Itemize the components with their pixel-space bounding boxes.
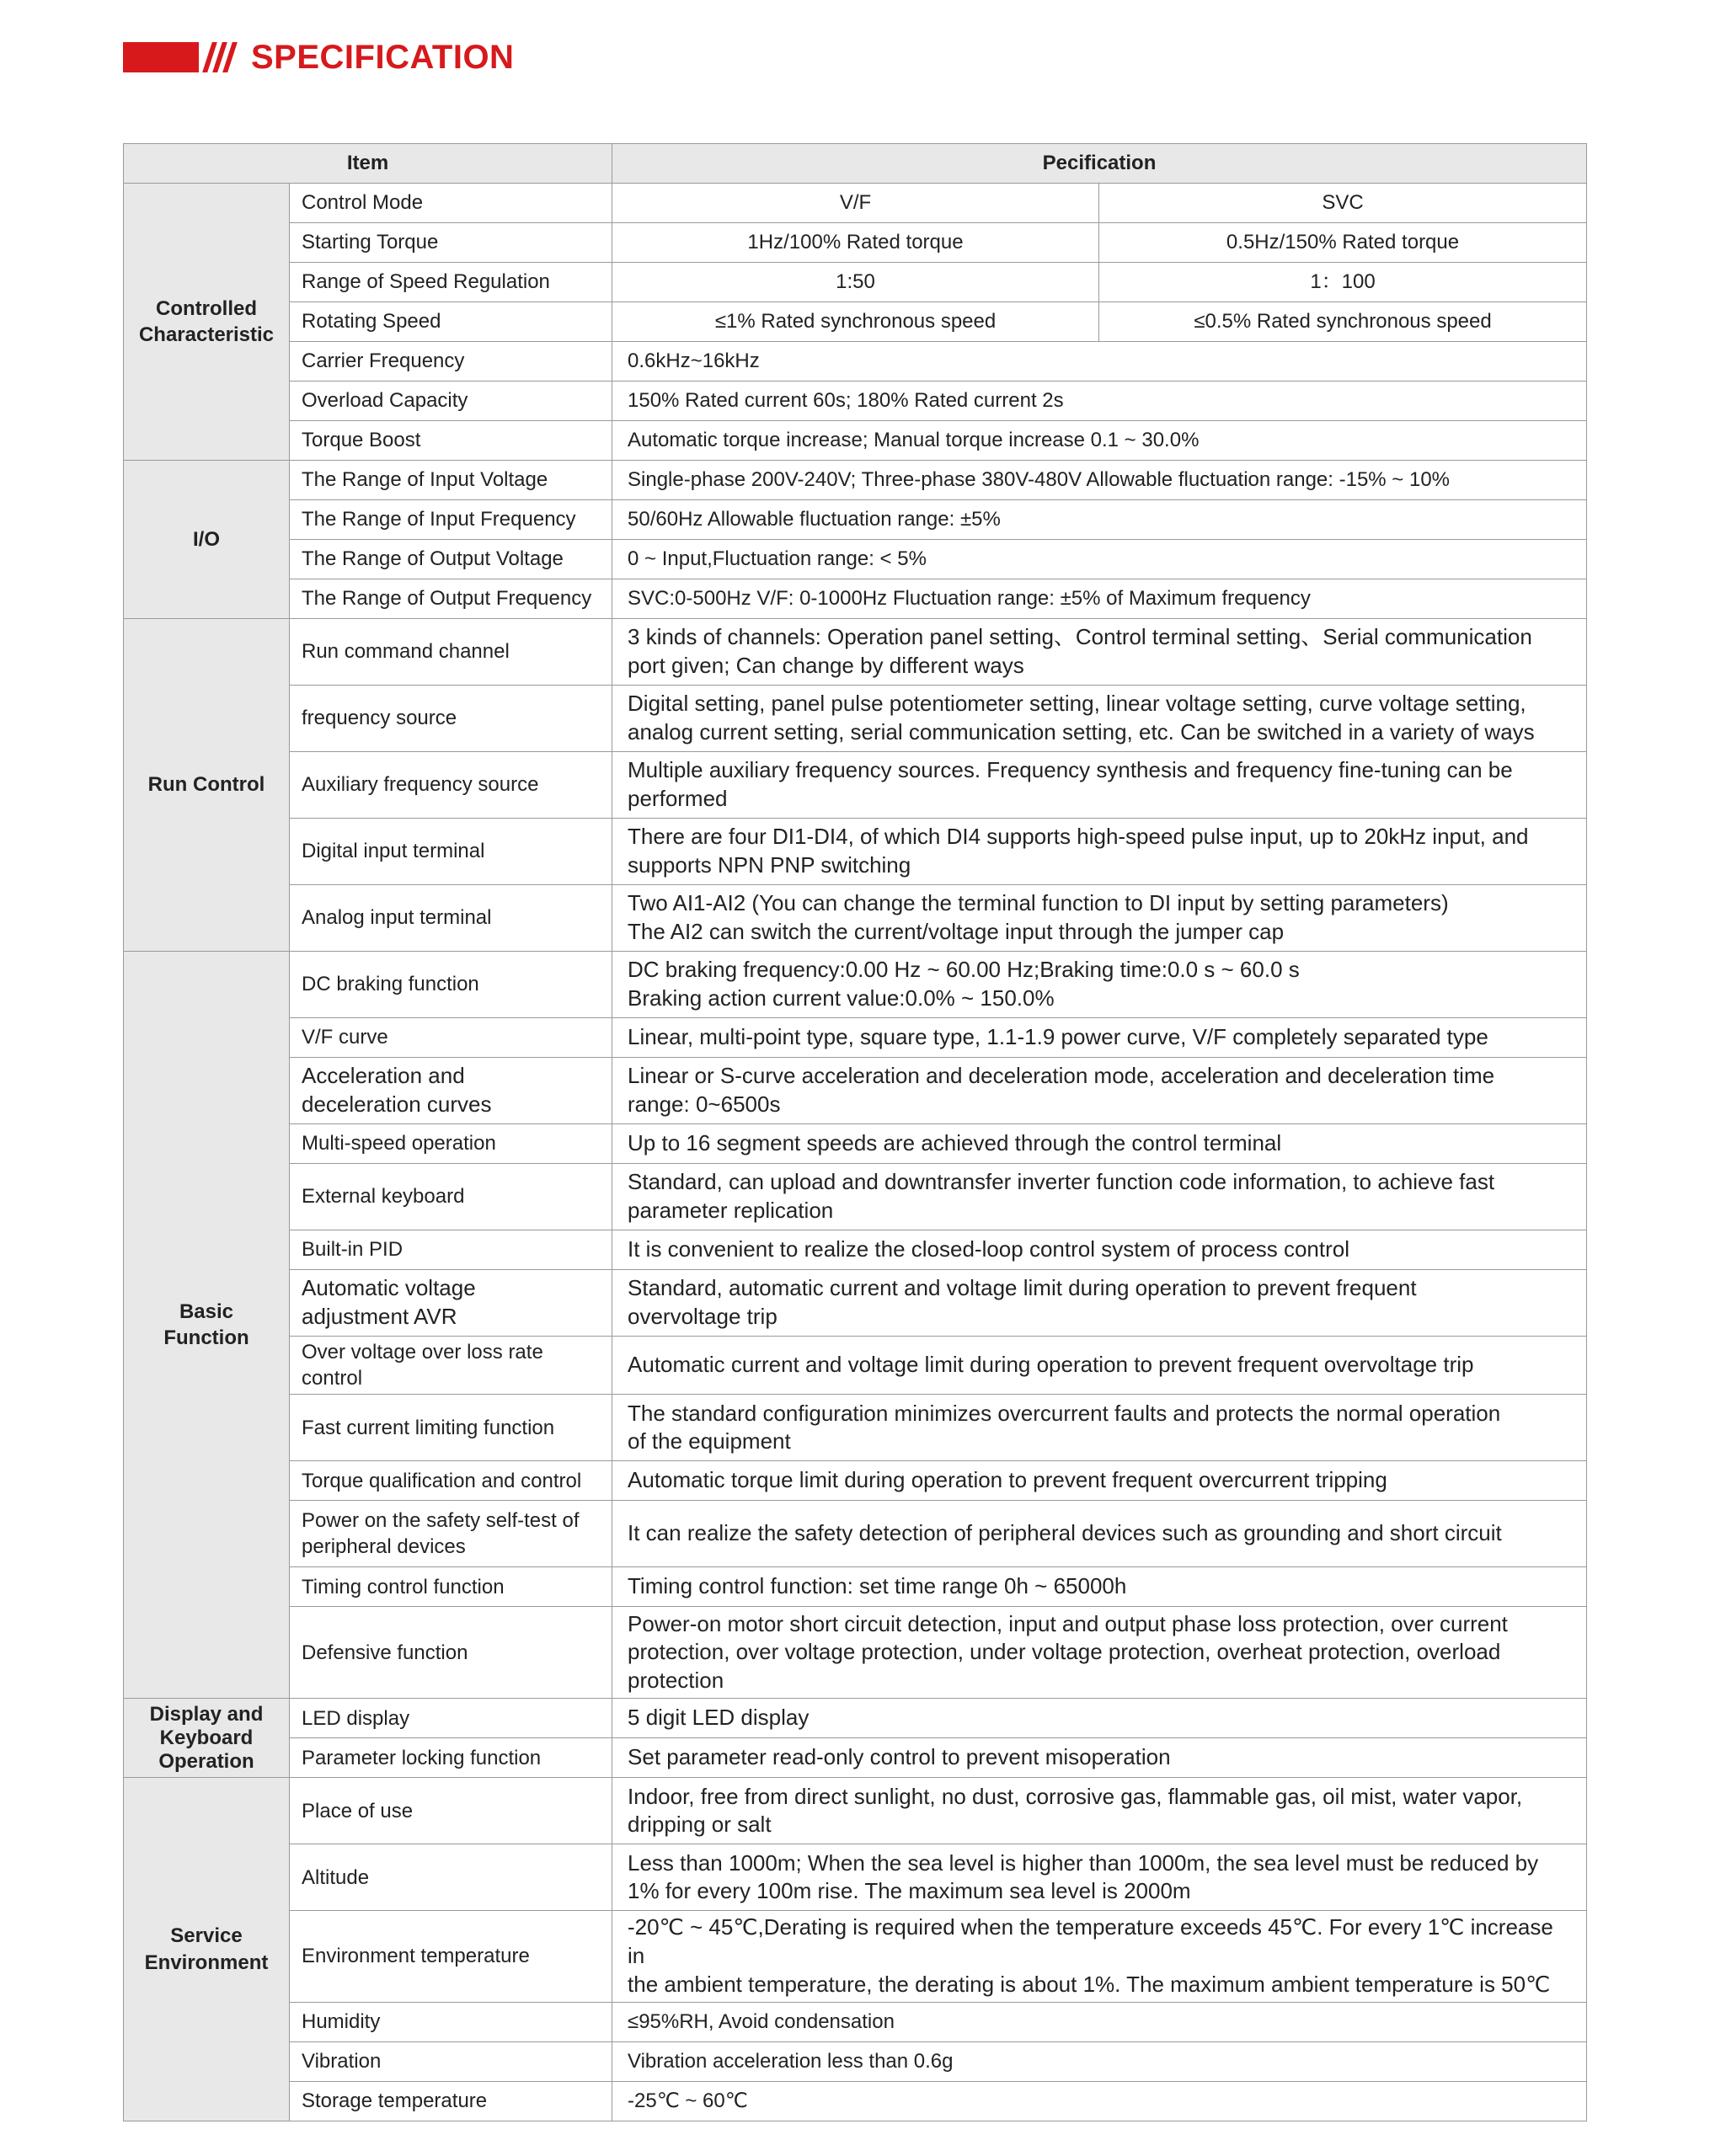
category-run-control: Run Control (124, 619, 290, 952)
value-cell: Power-on motor short circuit detection, input and output phase loss protection, over current protection, over voltage protection, under voltage protection, overheat protection, overload protection (612, 1607, 1587, 1699)
table-row (124, 342, 1587, 382)
value-cell: -20℃ ~ 45℃,Derating is required when the temperature exceeds 45℃. For every 1℃ increase in the ambient temperature, the derating is about 1%. The maximum ambient temperature is 50℃ (612, 1911, 1587, 2002)
value-cell: Automatic torque increase; Manual torque increase 0.1 ~ 30.0% (612, 421, 1587, 461)
table-row (124, 1567, 1587, 1607)
table-row (124, 1778, 1587, 1844)
specification-table (123, 143, 1587, 2121)
table-row (124, 1911, 1587, 2002)
value-cell: It is convenient to realize the closed-loop control system of process control (612, 1230, 1587, 1270)
table-row (124, 885, 1587, 952)
item-cell: Digital input terminal (290, 819, 612, 885)
value-cell: Automatic torque limit during operation to prevent frequent overcurrent tripping (612, 1461, 1587, 1501)
table-row (124, 421, 1587, 461)
item-cell: Torque Boost (290, 421, 612, 461)
page-title: SPECIFICATION (251, 38, 515, 76)
value-cell: 5 digit LED display (612, 1699, 1587, 1738)
category-basic-function: Basic Function (124, 952, 290, 1699)
table-row (124, 952, 1587, 1018)
value-cell: 50/60Hz Allowable fluctuation range: ±5% (612, 500, 1587, 540)
value-cell: Less than 1000m; When the sea level is higher than 1000m, the sea level must be reduced by 1% for every 100m rise. The maximum sea level is 2000m (612, 1844, 1587, 1911)
item-cell: V/F curve (290, 1018, 612, 1058)
item-cell: Fast current limiting function (290, 1395, 612, 1461)
value-cell: -25℃ ~ 60℃ (612, 2081, 1587, 2121)
item-cell: The Range of Output Frequency (290, 579, 612, 619)
value-cell: 150% Rated current 60s; 180% Rated current 2s (612, 382, 1587, 421)
value-svc: SVC (1099, 184, 1587, 223)
value-cell: Up to 16 segment speeds are achieved through the control terminal (612, 1124, 1587, 1164)
value-cell: Linear, multi-point type, square type, 1.1-1.9 power curve, V/F completely separated type (612, 1018, 1587, 1058)
table-row (124, 1270, 1587, 1337)
table-row (124, 500, 1587, 540)
table-row (124, 1058, 1587, 1124)
table-row (124, 184, 1587, 223)
value-vf: 1Hz/100% Rated torque (612, 223, 1099, 263)
item-cell: Vibration (290, 2041, 612, 2081)
item-cell: Control Mode (290, 184, 612, 223)
table-row (124, 1844, 1587, 1911)
value-svc: 0.5Hz/150% Rated torque (1099, 223, 1587, 263)
value-cell: 0.6kHz~16kHz (612, 342, 1587, 382)
table-row (124, 1018, 1587, 1058)
value-cell: ≤95%RH, Avoid condensation (612, 2002, 1587, 2041)
item-cell: Starting Torque (290, 223, 612, 263)
value-cell: Automatic current and voltage limit during operation to prevent frequent overvoltage trip (612, 1337, 1587, 1395)
table-row (124, 686, 1587, 752)
value-cell: Digital setting, panel pulse potentiometer setting, linear voltage setting, curve voltage setting, analog current setting, serial communication setting, etc. Can be switched in a variety of ways (612, 686, 1587, 752)
value-cell: Standard, can upload and downtransfer inverter function code information, to achieve fast parameter replication (612, 1164, 1587, 1230)
item-cell: Auxiliary frequency source (290, 752, 612, 819)
table-row (124, 1738, 1587, 1778)
item-cell: The Range of Output Voltage (290, 540, 612, 579)
item-cell: Place of use (290, 1778, 612, 1844)
item-cell: Multi-speed operation (290, 1124, 612, 1164)
table-row (124, 1164, 1587, 1230)
item-cell: DC braking function (290, 952, 612, 1018)
category-io: I/O (124, 461, 290, 619)
item-cell: Over voltage over loss rate control (290, 1337, 612, 1395)
table-row (124, 263, 1587, 302)
item-cell: Torque qualification and control (290, 1461, 612, 1501)
item-cell: Parameter locking function (290, 1738, 612, 1778)
item-cell: Altitude (290, 1844, 612, 1911)
item-cell: Rotating Speed (290, 302, 612, 342)
value-cell: Two AI1-AI2 (You can change the terminal function to DI input by setting parameters) The AI2 can switch the current/voltage input through the jumper cap (612, 885, 1587, 952)
item-cell: Run command channel (290, 619, 612, 686)
value-cell: SVC:0-500Hz V/F: 0-1000Hz Fluctuation range: ±5% of Maximum frequency (612, 579, 1587, 619)
category-service-environment: Service Environment (124, 1778, 290, 2121)
value-cell: 0 ~ Input,Fluctuation range: < 5% (612, 540, 1587, 579)
value-cell: It can realize the safety detection of peripheral devices such as grounding and short circuit (612, 1501, 1587, 1567)
table-row (124, 461, 1587, 500)
table-row (124, 2041, 1587, 2081)
item-cell: Environment temperature (290, 1911, 612, 2002)
value-svc: ≤0.5% Rated synchronous speed (1099, 302, 1587, 342)
value-cell: The standard configuration minimizes overcurrent faults and protects the normal operation of the equipment (612, 1395, 1587, 1461)
value-cell: 3 kinds of channels: Operation panel setting、Control terminal setting、Serial communication port given; Can change by different ways (612, 619, 1587, 686)
table-row (124, 1124, 1587, 1164)
header-specification: Pecification (612, 144, 1587, 184)
table-row (124, 1230, 1587, 1270)
item-cell: Carrier Frequency (290, 342, 612, 382)
value-cell: Multiple auxiliary frequency sources. Frequency synthesis and frequency fine-tuning can be performed (612, 752, 1587, 819)
value-cell: Set parameter read-only control to prevent misoperation (612, 1738, 1587, 1778)
table-row (124, 579, 1587, 619)
header-item: Item (124, 144, 612, 184)
value-svc: 1：100 (1099, 263, 1587, 302)
table-row (124, 1461, 1587, 1501)
item-cell: Overload Capacity (290, 382, 612, 421)
value-vf: V/F (612, 184, 1099, 223)
table-row (124, 1395, 1587, 1461)
value-cell: DC braking frequency:0.00 Hz ~ 60.00 Hz;Braking time:0.0 s ~ 60.0 s Braking action current value:0.0% ~ 150.0% (612, 952, 1587, 1018)
table-row (124, 619, 1587, 686)
item-cell: The Range of Input Voltage (290, 461, 612, 500)
item-cell: Humidity (290, 2002, 612, 2041)
value-cell: Single-phase 200V-240V; Three-phase 380V-480V Allowable fluctuation range: -15% ~ 10% (612, 461, 1587, 500)
item-cell: LED display (290, 1699, 612, 1738)
value-vf: 1:50 (612, 263, 1099, 302)
category-display-keyboard: Display and Keyboard Operation (124, 1699, 290, 1778)
value-cell: Indoor, free from direct sunlight, no dust, corrosive gas, flammable gas, oil mist, water vapor, dripping or salt (612, 1778, 1587, 1844)
item-cell: Acceleration and deceleration curves (290, 1058, 612, 1124)
table-row (124, 540, 1587, 579)
item-cell: Range of Speed Regulation (290, 263, 612, 302)
table-row (124, 2002, 1587, 2041)
table-row (124, 223, 1587, 263)
item-cell: Power on the safety self-test of peripheral devices (290, 1501, 612, 1567)
table-row (124, 1337, 1587, 1395)
header-red-bar (123, 42, 199, 72)
value-cell: Vibration acceleration less than 0.6g (612, 2041, 1587, 2081)
table-row (124, 302, 1587, 342)
table-row (124, 1501, 1587, 1567)
value-cell: Timing control function: set time range 0h ~ 65000h (612, 1567, 1587, 1607)
value-cell: There are four DI1-DI4, of which DI4 supports high-speed pulse input, up to 20kHz input, and supports NPN PNP switching (612, 819, 1587, 885)
header-slash-icon (202, 42, 232, 72)
category-controlled-characteristic: Controlled Characteristic (124, 184, 290, 461)
item-cell: Storage temperature (290, 2081, 612, 2121)
table-row (124, 1607, 1587, 1699)
table-row (124, 382, 1587, 421)
table-row (124, 1699, 1587, 1738)
item-cell: frequency source (290, 686, 612, 752)
item-cell: External keyboard (290, 1164, 612, 1230)
item-cell: Built-in PID (290, 1230, 612, 1270)
section-header (123, 34, 514, 81)
value-cell: Linear or S-curve acceleration and deceleration mode, acceleration and deceleration time range: 0~6500s (612, 1058, 1587, 1124)
value-cell: Standard, automatic current and voltage limit during operation to prevent frequent overvoltage trip (612, 1270, 1587, 1337)
value-vf: ≤1% Rated synchronous speed (612, 302, 1099, 342)
item-cell: Automatic voltage adjustment AVR (290, 1270, 612, 1337)
item-cell: Defensive function (290, 1607, 612, 1699)
item-cell: Analog input terminal (290, 885, 612, 952)
table-row (124, 2081, 1587, 2121)
table-row (124, 752, 1587, 819)
item-cell: Timing control function (290, 1567, 612, 1607)
table-row (124, 819, 1587, 885)
item-cell: The Range of Input Frequency (290, 500, 612, 540)
